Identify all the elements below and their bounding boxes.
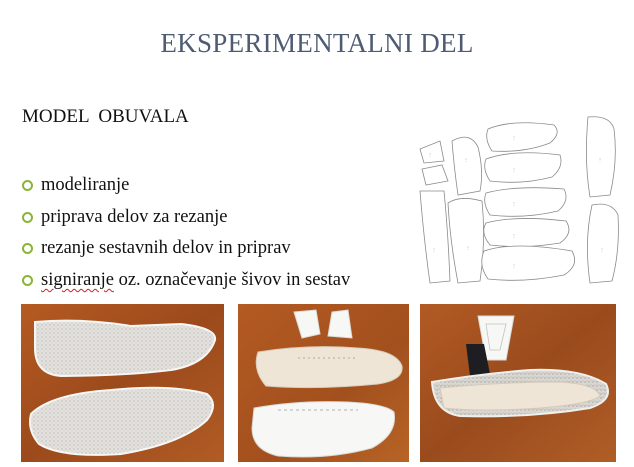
shoe-pattern-sheet-drawing: [414, 111, 622, 289]
bullet-list: [22, 170, 350, 296]
bullet-item: [22, 170, 350, 202]
bullet-circle-icon: [22, 243, 33, 254]
pattern-mark: ⋮: [512, 263, 516, 268]
pattern-mark: ⋮: [512, 135, 516, 140]
bullet-text: modeliranje: [41, 175, 130, 196]
heel-tab-piece-right: [328, 310, 352, 338]
pattern-mark: ⋮: [512, 201, 516, 206]
slide-subtitle: MODEL OBUVALA: [22, 106, 189, 127]
pattern-mark: ⋮: [428, 152, 432, 157]
slide-title: EKSPERIMENTALNI DEL: [160, 28, 474, 58]
pattern-mark: ⋮: [466, 245, 470, 250]
pattern-mark: ⋮: [432, 247, 436, 252]
bullet-item: [22, 202, 350, 234]
pattern-mark: ⋮: [600, 247, 604, 252]
felt-insole-pieces-photo: [21, 304, 224, 462]
bullet-circle-icon: [22, 275, 33, 286]
bullet-text: oz. označevanje šivov in sestav: [113, 269, 351, 290]
spellcheck-underlined-word: signiranje: [41, 269, 114, 290]
bullet-circle-icon: [22, 212, 33, 223]
pattern-mark: ⋮: [512, 233, 516, 238]
bullet-item: [22, 265, 350, 297]
pattern-mark: ⋮: [598, 157, 602, 162]
pattern-mark: ⋮: [512, 167, 516, 172]
lining-piece: [256, 347, 402, 388]
bullet-item: [22, 233, 350, 265]
bullet-text: priprava delov za rezanje: [41, 206, 228, 227]
assembled-slipper-with-template-photo: [420, 304, 616, 462]
cut-leather-pieces-photo: [238, 304, 409, 462]
bullet-text: rezanje sestavnih delov in priprav: [41, 238, 291, 259]
bullet-circle-icon: [22, 180, 33, 191]
pattern-mark: ⋮: [464, 157, 468, 162]
